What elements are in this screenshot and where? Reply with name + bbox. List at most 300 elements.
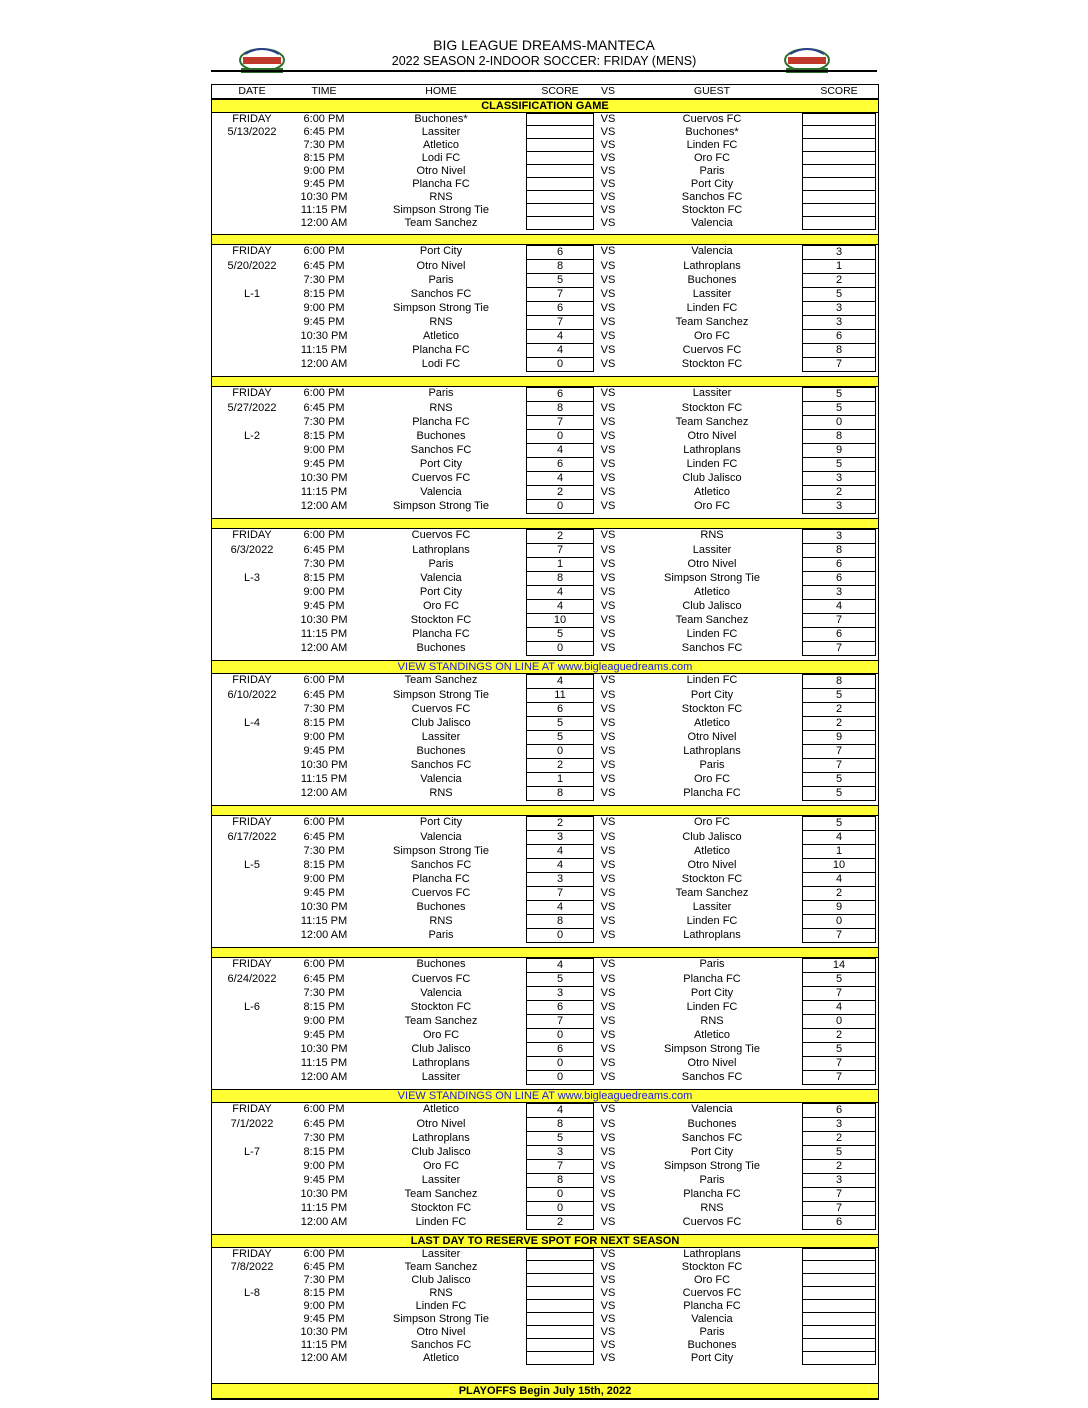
guest-score: 14 — [802, 958, 876, 973]
guest-team: Team Sanchez — [675, 887, 749, 899]
game-date: L-5 — [244, 859, 260, 871]
guest-team: Otro Nivel — [687, 1057, 737, 1069]
game-time: 9:00 PM — [303, 731, 345, 743]
guest-score: 5 — [802, 973, 876, 987]
guest-team: Sanchos FC — [681, 191, 743, 203]
game-date: L-6 — [244, 1001, 260, 1013]
guest-score: 0 — [802, 1015, 876, 1029]
guest-team: Port City — [690, 1352, 734, 1364]
home-score: 4 — [526, 1103, 594, 1118]
game-time: 6:00 PM — [303, 245, 345, 257]
vs-label: VS — [600, 973, 616, 985]
vs-label: VS — [600, 500, 616, 512]
home-team: Plancha FC — [412, 873, 470, 885]
home-team: Sanchos FC — [410, 759, 472, 771]
game-row — [212, 430, 878, 444]
vs-label: VS — [600, 1043, 616, 1055]
vs-label: VS — [600, 260, 616, 272]
game-date: FRIDAY — [232, 958, 272, 970]
home-team: Club Jalisco — [411, 717, 471, 729]
game-date — [212, 558, 292, 572]
page-subtitle: 2022 SEASON 2-INDOOR SOCCER: FRIDAY (MENS) — [391, 54, 697, 68]
game-date — [212, 845, 292, 859]
guest-score: 2 — [802, 1160, 876, 1174]
home-team: Sanchos FC — [410, 288, 472, 300]
vs-label: VS — [600, 1160, 616, 1172]
game-date — [212, 929, 292, 943]
vs-label: VS — [600, 929, 616, 941]
game-date: 6/10/2022 — [227, 689, 277, 701]
guest-score: 8 — [802, 674, 876, 689]
guest-score — [802, 1261, 876, 1274]
guest-team: Buchones — [687, 1339, 737, 1351]
home-team: Team Sanchez — [404, 217, 478, 229]
vs-label: VS — [600, 558, 616, 570]
game-time: 9:00 PM — [303, 444, 345, 456]
vs-label: VS — [600, 1287, 616, 1299]
vs-label: VS — [600, 859, 616, 871]
vs-label: VS — [600, 915, 616, 927]
game-date: 6/17/2022 — [227, 831, 277, 843]
home-score: 3 — [526, 873, 594, 887]
home-score: 2 — [526, 1216, 594, 1230]
home-team: Simpson Strong Tie — [393, 689, 489, 701]
vs-label: VS — [600, 1313, 616, 1325]
home-score: 3 — [526, 987, 594, 1001]
vs-label: VS — [600, 600, 616, 612]
vs-label: VS — [600, 529, 616, 541]
guest-score: 2 — [802, 1029, 876, 1043]
game-row — [212, 260, 878, 274]
home-team: Otro Nivel — [416, 1326, 466, 1338]
vs-label: VS — [600, 444, 616, 456]
vs-label: VS — [600, 831, 616, 843]
guest-score — [802, 1274, 876, 1287]
game-time: 10:30 PM — [300, 1326, 348, 1338]
home-team: Buchones — [416, 642, 466, 654]
guest-score: 2 — [802, 717, 876, 731]
game-time: 10:30 PM — [300, 1188, 348, 1200]
game-row — [212, 1216, 878, 1230]
vs-label: VS — [600, 1001, 616, 1013]
home-score: 7 — [526, 544, 594, 558]
guest-score: 0 — [802, 416, 876, 430]
vs-label: VS — [600, 1015, 616, 1027]
guest-team: Lathroplans — [683, 260, 741, 272]
guest-team: Plancha FC — [683, 973, 741, 985]
home-score: 4 — [526, 674, 594, 689]
game-time: 7:30 PM — [303, 274, 345, 286]
week-separator — [212, 234, 878, 245]
home-score: 8 — [526, 1118, 594, 1132]
vs-label: VS — [600, 1339, 616, 1351]
guest-score — [802, 1352, 876, 1365]
guest-team: Valencia — [691, 1313, 733, 1325]
guest-team: Otro Nivel — [687, 430, 737, 442]
home-team: Team Sanchez — [404, 674, 478, 686]
home-team: Valencia — [420, 773, 462, 785]
game-row — [212, 178, 878, 191]
guest-team: Buchones* — [685, 126, 739, 138]
home-score: 2 — [526, 816, 594, 831]
game-row — [212, 358, 878, 372]
game-date — [212, 1188, 292, 1202]
home-team: RNS — [429, 316, 453, 328]
guest-score — [802, 1287, 876, 1300]
guest-team: Port City — [690, 1146, 734, 1158]
guest-team: Port City — [690, 987, 734, 999]
game-date — [212, 787, 292, 801]
game-time: 11:15 PM — [300, 1202, 348, 1214]
game-date: L-7 — [244, 1146, 260, 1158]
guest-score: 2 — [802, 486, 876, 500]
home-team: Sanchos FC — [410, 859, 472, 871]
home-team: Cuervos FC — [411, 472, 471, 484]
guest-score: 9 — [802, 901, 876, 915]
game-row — [212, 165, 878, 178]
game-row — [212, 472, 878, 486]
home-score: 7 — [526, 1015, 594, 1029]
game-time: 12:00 AM — [300, 787, 348, 799]
game-row — [212, 1202, 878, 1216]
game-date: L-3 — [244, 572, 260, 584]
game-row — [212, 958, 878, 973]
col-guest-score: SCORE — [820, 85, 858, 97]
game-row — [212, 1261, 878, 1274]
game-date: FRIDAY — [232, 387, 272, 399]
home-score: 2 — [526, 759, 594, 773]
guest-score: 5 — [802, 288, 876, 302]
guest-score: 5 — [802, 773, 876, 787]
vs-label: VS — [600, 674, 616, 686]
home-team: RNS — [429, 191, 453, 203]
guest-score: 3 — [802, 302, 876, 316]
guest-team: Linden FC — [686, 139, 738, 151]
home-score: 7 — [526, 1160, 594, 1174]
game-row — [212, 126, 878, 139]
vs-label: VS — [600, 1057, 616, 1069]
guest-score: 6 — [802, 558, 876, 572]
home-team: Paris — [428, 558, 454, 570]
home-team: Team Sanchez — [404, 1188, 478, 1200]
home-team: Valencia — [420, 987, 462, 999]
game-date — [212, 1132, 292, 1146]
home-score: 8 — [526, 572, 594, 586]
home-team: Lassiter — [421, 731, 461, 743]
vs-label: VS — [600, 165, 616, 177]
game-time: 7:30 PM — [303, 987, 345, 999]
home-team: Lathroplans — [412, 1132, 470, 1144]
home-team: Oro FC — [422, 600, 460, 612]
home-team: Simpson Strong Tie — [393, 204, 489, 216]
game-date: 6/24/2022 — [227, 973, 277, 985]
game-time: 6:00 PM — [303, 387, 345, 399]
guest-score: 6 — [802, 1103, 876, 1118]
game-time: 6:00 PM — [303, 674, 345, 686]
home-score: 4 — [526, 586, 594, 600]
home-team: Club Jalisco — [411, 1146, 471, 1158]
home-team: Atletico — [422, 1103, 460, 1115]
home-score: 4 — [526, 330, 594, 344]
home-score: 0 — [526, 1029, 594, 1043]
home-score: 3 — [526, 831, 594, 845]
game-date: L-4 — [244, 717, 260, 729]
vs-label: VS — [600, 745, 616, 757]
vs-label: VS — [600, 344, 616, 356]
game-date: FRIDAY — [232, 529, 272, 541]
guest-score: 7 — [802, 1057, 876, 1071]
guest-score: 7 — [802, 642, 876, 656]
vs-label: VS — [600, 773, 616, 785]
vs-label: VS — [600, 204, 616, 216]
game-date — [212, 1352, 292, 1365]
game-row — [212, 387, 878, 402]
guest-team: Sanchos FC — [681, 1071, 743, 1083]
vs-label: VS — [600, 703, 616, 715]
vs-label: VS — [600, 358, 616, 370]
home-team: Port City — [419, 245, 463, 257]
game-time: 9:45 PM — [303, 1029, 345, 1041]
guest-score: 5 — [802, 787, 876, 801]
guest-team: Stockton FC — [681, 402, 743, 414]
page-title: BIG LEAGUE DREAMS-MANTECA — [433, 37, 655, 53]
guest-team: Paris — [699, 958, 725, 970]
vs-label: VS — [600, 901, 616, 913]
guest-team: Cuervos FC — [682, 1216, 742, 1228]
home-score — [526, 152, 594, 165]
guest-score: 3 — [802, 1118, 876, 1132]
home-score: 6 — [526, 703, 594, 717]
home-score: 0 — [526, 500, 594, 514]
guest-score: 7 — [802, 745, 876, 759]
col-home: HOME — [425, 85, 457, 97]
game-time: 11:15 PM — [300, 628, 348, 640]
guest-score: 6 — [802, 628, 876, 642]
game-time: 7:30 PM — [303, 703, 345, 715]
game-time: 10:30 PM — [300, 1043, 348, 1055]
vs-label: VS — [600, 288, 616, 300]
home-score — [526, 139, 594, 152]
col-date: DATE — [238, 85, 266, 97]
home-team: Lathroplans — [412, 1057, 470, 1069]
game-row — [212, 344, 878, 358]
home-score: 4 — [526, 845, 594, 859]
guest-team: RNS — [700, 1015, 724, 1027]
game-row — [212, 873, 878, 887]
game-time: 7:30 PM — [303, 1274, 345, 1286]
game-date — [212, 165, 292, 178]
guest-score — [802, 152, 876, 165]
vs-label: VS — [600, 1118, 616, 1130]
game-row — [212, 642, 878, 656]
vs-label: VS — [600, 717, 616, 729]
guest-score: 5 — [802, 387, 876, 402]
game-row — [212, 1313, 878, 1326]
home-team: Atletico — [422, 139, 460, 151]
game-row — [212, 1001, 878, 1015]
guest-score — [802, 1339, 876, 1352]
home-score: 7 — [526, 887, 594, 901]
game-time: 6:45 PM — [303, 831, 345, 843]
game-date — [212, 458, 292, 472]
guest-score: 0 — [802, 915, 876, 929]
game-time: 11:15 PM — [300, 1057, 348, 1069]
home-team: Stockton FC — [410, 1202, 472, 1214]
game-time: 12:00 AM — [300, 358, 348, 370]
home-team: Buchones — [416, 958, 466, 970]
game-date — [212, 901, 292, 915]
game-date: 7/8/2022 — [230, 1261, 274, 1273]
guest-score: 7 — [802, 1071, 876, 1085]
vs-label: VS — [600, 152, 616, 164]
home-score: 5 — [526, 717, 594, 731]
home-score: 8 — [526, 787, 594, 801]
week-separator — [212, 947, 878, 958]
guest-team: Buchones — [687, 1118, 737, 1130]
guest-score: 3 — [802, 500, 876, 514]
home-score: 0 — [526, 1071, 594, 1085]
game-date — [212, 217, 292, 230]
game-time: 9:00 PM — [303, 873, 345, 885]
home-score: 6 — [526, 1043, 594, 1057]
game-row — [212, 1029, 878, 1043]
home-team: Buchones — [416, 901, 466, 913]
home-score: 0 — [526, 642, 594, 656]
vs-label: VS — [600, 178, 616, 190]
vs-label: VS — [600, 472, 616, 484]
guest-score: 5 — [802, 816, 876, 831]
game-row — [212, 816, 878, 831]
game-time: 7:30 PM — [303, 416, 345, 428]
home-team: Stockton FC — [410, 614, 472, 626]
home-team: Buchones* — [414, 113, 468, 125]
home-score: 6 — [526, 387, 594, 402]
game-date — [212, 887, 292, 901]
game-time: 12:00 AM — [300, 217, 348, 229]
home-team: Lodi FC — [421, 152, 461, 164]
guest-team: Oro FC — [693, 816, 731, 828]
game-row — [212, 1118, 878, 1132]
home-score — [526, 178, 594, 191]
guest-team: Otro Nivel — [687, 731, 737, 743]
home-team: Paris — [428, 929, 454, 941]
guest-score: 4 — [802, 831, 876, 845]
game-row — [212, 831, 878, 845]
game-date: FRIDAY — [232, 1248, 272, 1260]
vs-label: VS — [600, 1188, 616, 1200]
home-team: Otro Nivel — [416, 1118, 466, 1130]
home-score: 4 — [526, 472, 594, 486]
game-row — [212, 402, 878, 416]
game-row — [212, 330, 878, 344]
home-score: 5 — [526, 973, 594, 987]
home-score — [526, 191, 594, 204]
vs-label: VS — [600, 787, 616, 799]
vs-label: VS — [600, 544, 616, 556]
game-row — [212, 901, 878, 915]
home-team: Otro Nivel — [416, 260, 466, 272]
game-time: 9:45 PM — [303, 1313, 345, 1325]
home-score — [526, 217, 594, 230]
col-time: TIME — [311, 85, 337, 97]
game-date — [212, 191, 292, 204]
home-team: Linden FC — [415, 1216, 467, 1228]
vs-label: VS — [600, 1202, 616, 1214]
game-time: 12:00 AM — [300, 1216, 348, 1228]
home-score — [526, 113, 594, 126]
game-time: 8:15 PM — [303, 1287, 345, 1299]
game-row — [212, 859, 878, 873]
game-row — [212, 1103, 878, 1118]
game-date — [212, 486, 292, 500]
home-team: Lassiter — [421, 126, 461, 138]
game-row — [212, 486, 878, 500]
home-score: 4 — [526, 600, 594, 614]
game-row — [212, 987, 878, 1001]
guest-score — [802, 1326, 876, 1339]
game-time: 6:00 PM — [303, 1248, 345, 1260]
home-team: Buchones — [416, 745, 466, 757]
game-date — [212, 731, 292, 745]
game-date — [212, 1029, 292, 1043]
game-row — [212, 1300, 878, 1313]
game-row — [212, 139, 878, 152]
game-time: 12:00 AM — [300, 500, 348, 512]
game-time: 7:30 PM — [303, 558, 345, 570]
guest-score — [802, 1300, 876, 1313]
guest-score: 3 — [802, 316, 876, 330]
guest-team: Stockton FC — [681, 204, 743, 216]
guest-team: Stockton FC — [681, 703, 743, 715]
guest-score: 8 — [802, 544, 876, 558]
league-logo-right — [782, 46, 832, 78]
home-score: 0 — [526, 745, 594, 759]
game-date: L-8 — [244, 1287, 260, 1299]
guest-team: Stockton FC — [681, 1261, 743, 1273]
game-row — [212, 1287, 878, 1300]
game-time: 6:00 PM — [303, 1103, 345, 1115]
game-time: 7:30 PM — [303, 139, 345, 151]
game-time: 9:45 PM — [303, 178, 345, 190]
vs-label: VS — [600, 245, 616, 257]
home-score: 4 — [526, 344, 594, 358]
guest-score — [802, 139, 876, 152]
guest-team: Lathroplans — [683, 745, 741, 757]
game-row — [212, 600, 878, 614]
guest-team: Sanchos FC — [681, 642, 743, 654]
guest-score: 6 — [802, 330, 876, 344]
guest-team: Stockton FC — [681, 358, 743, 370]
game-date: L-1 — [244, 288, 260, 300]
home-team: Lassiter — [421, 1248, 461, 1260]
guest-team: Team Sanchez — [675, 316, 749, 328]
vs-label: VS — [600, 1261, 616, 1273]
vs-label: VS — [600, 689, 616, 701]
game-date — [212, 873, 292, 887]
week-separator — [212, 518, 878, 529]
guest-team: Plancha FC — [683, 1188, 741, 1200]
last_day-banner: LAST DAY TO RESERVE SPOT FOR NEXT SEASON — [212, 1234, 878, 1248]
home-team: Lassiter — [421, 1174, 461, 1186]
home-team: Club Jalisco — [411, 1043, 471, 1055]
game-time: 11:15 PM — [300, 486, 348, 498]
home-score — [526, 1326, 594, 1339]
guest-team: Sanchos FC — [681, 1132, 743, 1144]
home-score: 1 — [526, 773, 594, 787]
guest-score — [802, 178, 876, 191]
guest-team: Lathroplans — [683, 444, 741, 456]
home-team: Plancha FC — [412, 628, 470, 640]
